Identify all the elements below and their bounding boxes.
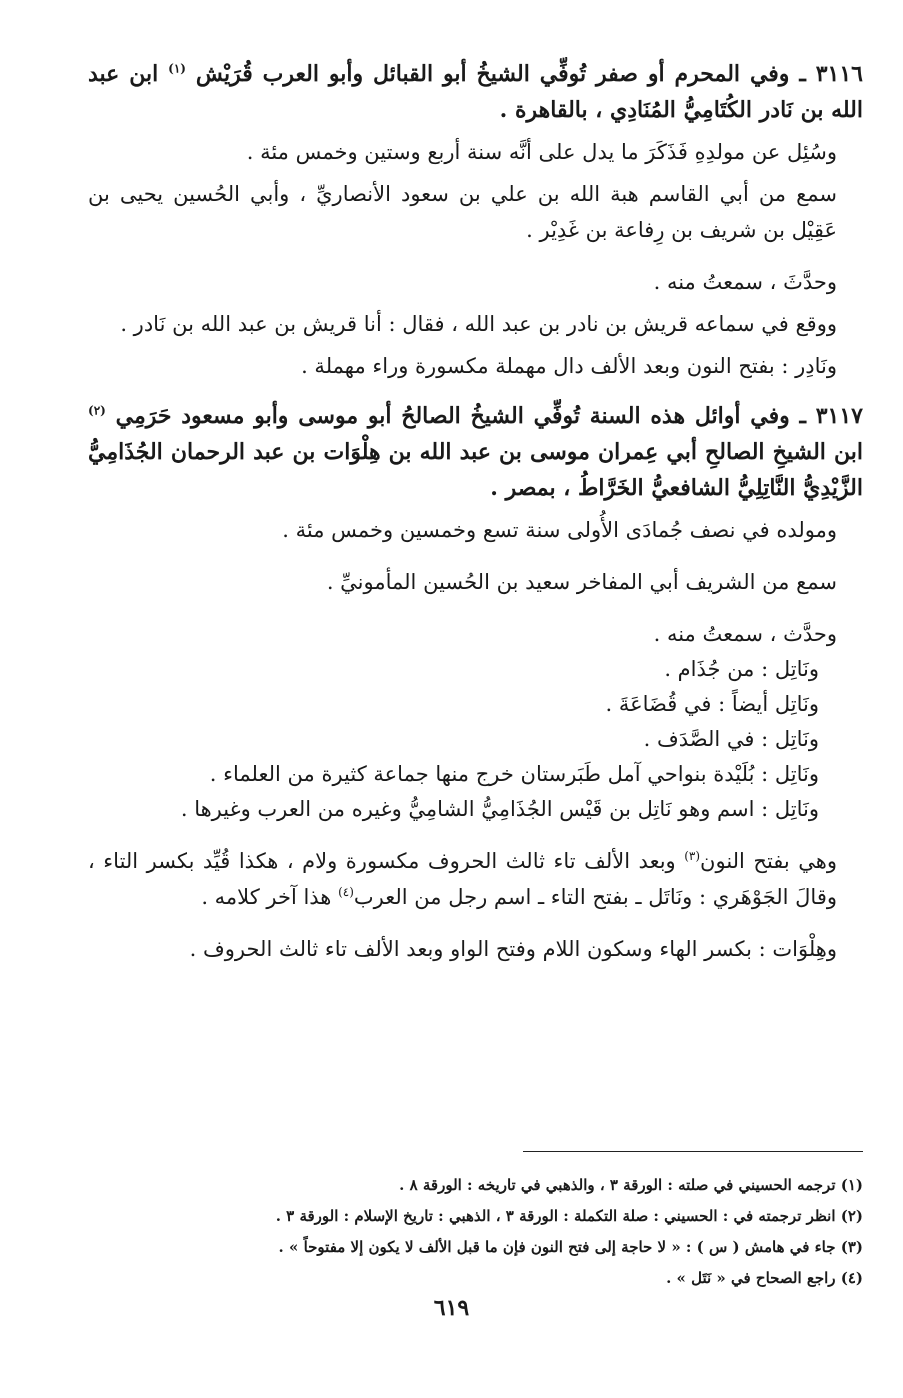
paragraph-narrated-3116: وحدَّثَ ، سمعتُ منه . (653, 270, 837, 294)
definition-line: ونَاتِل أيضاً : في قُضَاعَةَ . (605, 692, 819, 716)
paragraph-birth-3117: ومولده في نصف جُمادَى الأُولى سنة تسع وخمسين وخمس مئة . (282, 518, 837, 542)
footnotes (163, 1170, 863, 1294)
entry-3116-lead: ٣١١٦ ـ وفي المحرم أو صفر تُوفِّي الشيخُ أبو القبائل وأبو العرب قُرَيْش (195, 61, 863, 87)
page-number: ٦١٩ (433, 1295, 470, 1321)
paragraph-pronunciation-3117 (88, 843, 863, 915)
paragraph-birth-3116: وسُئِل عن مولدِهِ فَذَكَرَ ما يدل على أنَّه سنة أربع وستين وخمس مئة . (246, 140, 837, 164)
entry-3117-lead-rest: ابن الشيخِ الصالحِ أبي عِمران موسى بن عبد الله بن هِلْوَات بن عبد الرحمان الجُذَامِيُّ الزَّيْدِيُّ النَّاتِلِيُّ الشافعيُّ الخَرَّاطُ ، بمصر . (88, 439, 863, 501)
entry-3117-heading (88, 398, 863, 506)
closing-part-2: وبعد الألف تاء ثالث الحروف مكسورة ولام ، هكذا قُيِّد بكسر التاء ، وقالَ الجَوْهَري : ونَاتَل ـ بفتح التاء ـ اسم رجل من العرب (88, 849, 837, 909)
footnote-item: (٣) جاء في هامش ( س ) : « لا حاجة إلى فتح النون فإن ما قبل الألف لا يكون إلا مفتوحاً » . (278, 1238, 863, 1256)
definition-line: ونَاتِل : في الصَّدَف . (643, 727, 819, 751)
footnote-ref-4[interactable]: (٤) (338, 885, 354, 899)
definition-line: ونَاتِل : من جُذَام . (664, 657, 819, 681)
footnote-ref-2[interactable]: (٢) (88, 403, 106, 418)
paragraph-teachers-3117: سمع من الشريف أبي المفاخر سعيد بن الحُسين المأمونيِّ . (326, 570, 837, 594)
footnote-item: (٤) راجع الصحاح في « نَتَل » . (666, 1269, 863, 1287)
footnote-item: (١) ترجمه الحسيني في صلته : الورقة ٣ ، والذهبي في تاريخه : الورقة ٨ . (399, 1176, 863, 1194)
entry-3116-lead-rest: ابن عبد الله بن نَادر الكُتَامِيُّ المُنَادِي ، بالقاهرة . (88, 61, 863, 123)
closing-part-3: هذا آخر كلامه . (201, 885, 339, 909)
paragraph-narrated-3117: وحدَّث ، سمعتُ منه . (653, 622, 837, 646)
entry-3117-lead: ٣١١٧ ـ وفي أوائل هذه السنة تُوفِّي الشيخُ الصالحُ أبو موسى وأبو مسعود حَرَمِي (115, 403, 863, 429)
paragraph-audition-3116: ووقع في سماعه قريش بن نادر بن عبد الله ، فقال : أنا قريش بن عبد الله بن نَادر . (120, 312, 837, 336)
paragraph-spelling-3116: ونَادِر : بفتح النون وبعد الألف دال مهملة مكسورة وراء مهملة . (301, 354, 837, 378)
footnote-item: (٢) انظر ترجمته في : الحسيني : صلة التكملة : الورقة ٣ ، الذهبي : تاريخ الإسلام : الورقة ٣ . (275, 1207, 863, 1225)
footnote-ref-1[interactable]: (١) (168, 61, 186, 76)
paragraph-teachers-3116: سمع من أبي القاسم هبة الله بن علي بن سعود الأنصاريِّ ، وأبي الحُسين يحيى بن عَقِيْل بن شريف بن رِفاعة بن غَدِيْر . (88, 182, 837, 242)
footnote-ref-3[interactable]: (٣) (684, 849, 701, 863)
page-body (88, 56, 863, 967)
paragraph-hilwat-spelling: وهِلْوَات : بكسر الهاء وسكون اللام وفتح الواو وبعد الألف تاء ثالث الحروف . (189, 937, 837, 961)
definition-line: ونَاتِل : اسم وهو نَاتِل بن قَيْس الجُذَامِيُّ الشامِيُّ وغيره من العرب وغيرها . (180, 797, 819, 821)
footnote-divider (523, 1151, 863, 1152)
definition-line: ونَاتِل : بُلَيْدة بنواحي آمل طَبَرستان خرج منها جماعة كثيرة من العلماء . (209, 762, 819, 786)
closing-part-1: وهي بفتح النون (700, 849, 837, 873)
entry-3116-heading (88, 56, 863, 128)
